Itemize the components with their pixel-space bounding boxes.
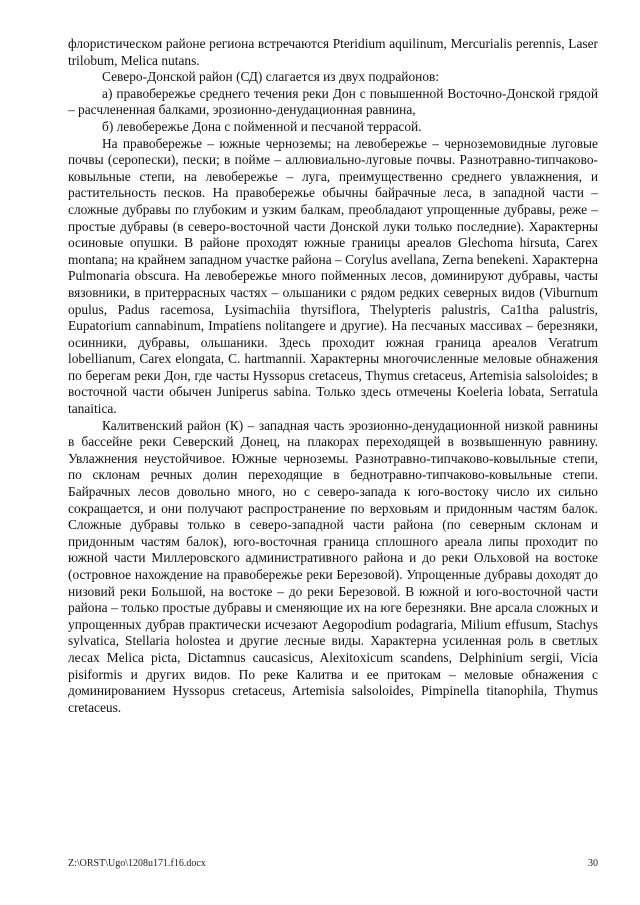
paragraph-subdistrict-a: а) правобережье среднего течения реки Дон с повышенной Восточно-Донской грядой – расчлененная балками, эрозионно-денудационная равнина, bbox=[68, 85, 598, 118]
page-number: 30 bbox=[588, 858, 598, 869]
paragraph-north-don-description: На правобережье – южные черноземы; на левобережье – черноземовидные луговые почвы (серопески), пески; в пойме – аллювиально-луговые почвы. Разнотравно-типчаково-ковыльные степи, на левобережье – луга, преимущественно среднего увлажнения, и растительность песков. На правобережье обычны байрачные леса, в западной части – сложные дубравы по глубоким и узким балкам, преобладают упрощенные дубравы, реже – простые дубравы (в северо-восточной части Донской луки только последние). Характерны осиновые опушки. В районе проходят южные границы ареалов Glechoma hirsuta, Carex montana; на крайнем западном участке района – Corylus avellana, Zerna benekeni. Характерна Pulmonaria obscura. На левобережье много пойменных лесов, доминируют дубравы, часты вязовники, в притеррасных частях – ольшаники с рядом редких северных видов (Viburnum opulus, Padus racemosa, Lysimachiia thyrsiflora, Thelypteris palustris, Ca1tha palustris, Eupatorium cannabinum, Impatiens nolitangere и другие). На песчаных массивах – березняки, осинники, дубравы, ольшаники. Здесь проходит южная граница ареалов Veratrum lobellianum, Carex elongata, C. hartmannii. Характерны многочисленные меловые обнажения по берегам реки Дон, где часты Hyssopus cretaceus, Thymus cretaceus, Artemisia salsoloides; в восточной части обычен Juniperus sabina. Только здесь отмечены Koeleria lobata, Serratula tanaitica. bbox=[68, 135, 598, 417]
document-page bbox=[68, 36, 598, 716]
paragraph-subdistrict-b: б) левобережье Дона с пойменной и песчаной террасой. bbox=[102, 118, 422, 134]
paragraph-kalitva-description: Калитвенский район (К) – западная часть эрозионно-денудационной низкой равнины в бассейне реки Северский Донец, на плакорах переходящей в возвышенную равнину. Увлажнения неустойчивое. Южные черноземы. Разнотравно-типчаково-ковыльные степи, по склонам речных долин переходящие в беднотравно-типчаково-ковыльные степи. Байрачных лесов довольно много, но с северо-запада к юго-востоку число их сильно сокращается, и они получают распространение по верховьям и придонным частям балок. Сложные дубравы только в северо-западной части района (по северным склонам и придонным частям балок), юго-восточная граница сплошного ареала липы проходит по южной части Миллеровского административного района и до реки Ольховой на востоке (островное нахождение на правобережье реки Березовой). Упрощенные дубравы доходят до низовий реки Большой, на востоке – до реки Березовой. В южной и юго-восточной части района – только простые дубравы и сменяющие их на юге березняки. Вне арсала сложных и упрощенных дубрав практически исчезают Aegopodium podagraria, Milium effusum, Stachys sylvatica, Stellaria holostea и другие лесные виды. Характерна усиленная роль в светлых лесах Melica picta, Dictamnus caucasicus, Alexitoxicum scandens, Delphinium sergii, Vicia pisiformis и других видов. По реке Калитва и ее притокам – меловые обнажения с доминированием Hyssopus cretaceus, Artemisia salsoloides, Pimpinella titanophila, Thymus cretaceus. bbox=[68, 417, 598, 715]
paragraph-district-intro: Северо-Донской район (СД) слагается из двух подрайонов: bbox=[102, 69, 440, 85]
footer-file-path: Z:\ORST\Ugo\1208u171.f16.docx bbox=[68, 858, 206, 869]
paragraph-continuation: флористическом районе региона встречаются Pteridium aquilinum, Mercurialis perennis, Laser trilobum, Melica nutans. bbox=[68, 36, 598, 68]
